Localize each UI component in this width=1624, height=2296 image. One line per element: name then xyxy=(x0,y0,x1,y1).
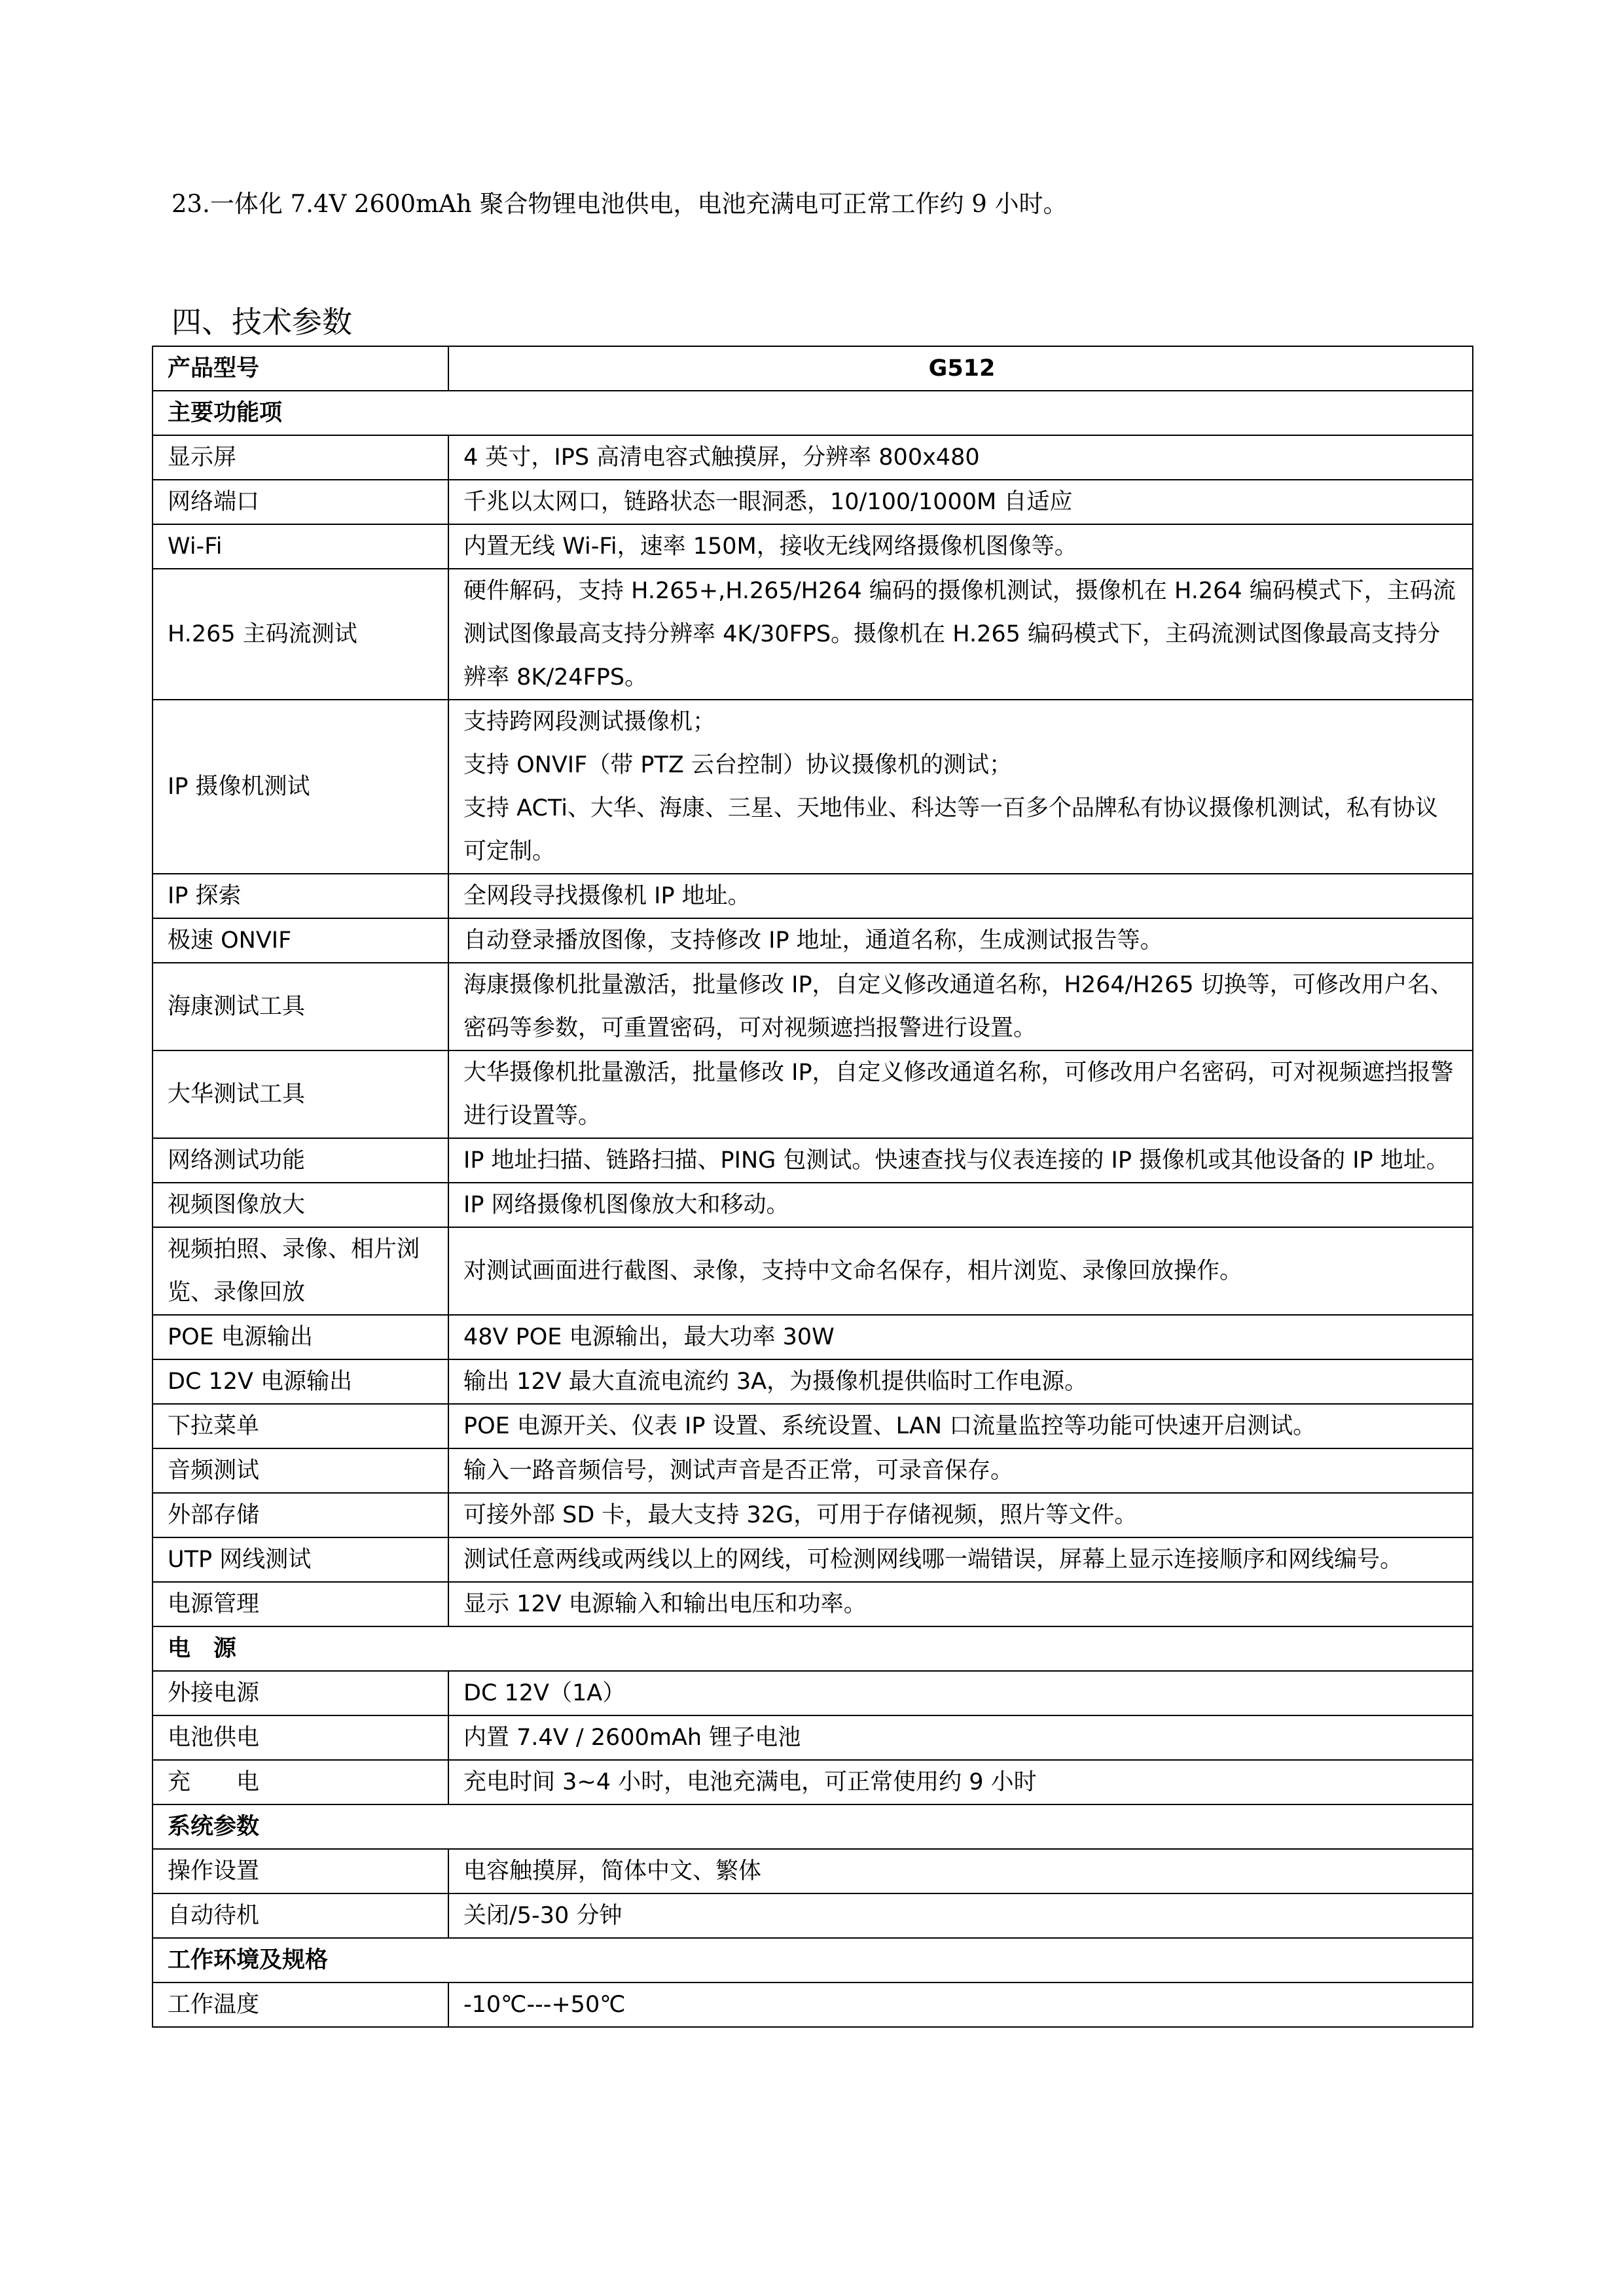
param-label: Wi-Fi xyxy=(153,524,448,569)
param-value: 内置无线 Wi-Fi，速率 150M，接收无线网络摄像机图像等。 xyxy=(448,524,1473,569)
section-heading: 工作环境及规格 xyxy=(153,1938,1473,1982)
table-row xyxy=(153,918,1473,963)
param-value: 可接外部 SD 卡，最大支持 32G，可用于存储视频，照片等文件。 xyxy=(448,1493,1473,1537)
param-label: POE 电源输出 xyxy=(153,1315,448,1359)
param-value: 测试任意两线或两线以上的网线，可检测网线哪一端错误，屏幕上显示连接顺序和网线编号。 xyxy=(448,1537,1473,1582)
param-label: 电池供电 xyxy=(153,1715,448,1760)
table-header-row xyxy=(153,346,1473,391)
header-model-value: G512 xyxy=(448,346,1473,391)
table-row xyxy=(153,1760,1473,1804)
section-title: 四、技术参数 xyxy=(171,304,352,340)
param-value: 大华摄像机批量激活，批量修改 IP，自定义修改通道名称，可修改用户名密码，可对视频遮挡报警进行设置等。 xyxy=(448,1050,1473,1138)
param-label: 网络测试功能 xyxy=(153,1138,448,1183)
param-value: POE 电源开关、仪表 IP 设置、系统设置、LAN 口流量监控等功能可快速开启测试。 xyxy=(448,1404,1473,1448)
table-row xyxy=(153,1183,1473,1227)
table-row xyxy=(153,1493,1473,1537)
param-label: 音频测试 xyxy=(153,1448,448,1493)
section-row xyxy=(153,391,1473,435)
table-row xyxy=(153,874,1473,918)
param-value xyxy=(448,700,1473,874)
param-label: 电源管理 xyxy=(153,1582,448,1626)
param-label: 海康测试工具 xyxy=(153,963,448,1050)
param-label: 自动待机 xyxy=(153,1893,448,1938)
param-value-line: 支持跨网段测试摄像机； xyxy=(463,709,716,735)
param-value: 千兆以太网口，链路状态一眼洞悉，10/100/1000M 自适应 xyxy=(448,480,1473,524)
spec-table xyxy=(152,346,1473,2028)
table-row xyxy=(153,435,1473,480)
param-value: 内置 7.4V / 2600mAh 锂子电池 xyxy=(448,1715,1473,1760)
param-value: 48V POE 电源输出，最大功率 30W xyxy=(448,1315,1473,1359)
param-label: 工作温度 xyxy=(153,1982,448,2027)
param-value: 全网段寻找摄像机 IP 地址。 xyxy=(448,874,1473,918)
param-value: IP 地址扫描、链路扫描、PING 包测试。快速查找与仪表连接的 IP 摄像机或其他设备的 IP 地址。 xyxy=(448,1138,1473,1183)
param-label: 网络端口 xyxy=(153,480,448,524)
param-value: 充电时间 3~4 小时，电池充满电，可正常使用约 9 小时 xyxy=(448,1760,1473,1804)
param-value: -10℃---+50℃ xyxy=(448,1982,1473,2027)
param-label: 显示屏 xyxy=(153,435,448,480)
table-row xyxy=(153,1982,1473,2027)
param-value: 海康摄像机批量激活，批量修改 IP，自定义修改通道名称，H264/H265 切换等，可修改用户名、密码等参数，可重置密码，可对视频遮挡报警进行设置。 xyxy=(448,963,1473,1050)
param-label: H.265 主码流测试 xyxy=(153,569,448,700)
param-label: UTP 网线测试 xyxy=(153,1537,448,1582)
table-row xyxy=(153,963,1473,1050)
param-value: 显示 12V 电源输入和输出电压和功率。 xyxy=(448,1582,1473,1626)
table-row xyxy=(153,1227,1473,1315)
intro-paragraph: 23.一体化 7.4V 2600mAh 聚合物锂电池供电，电池充满电可正常工作约 9 小时。 xyxy=(171,190,1068,218)
param-value-line: 支持 ACTi、大华、海康、三星、天地伟业、科达等一百多个品牌私有协议摄像机测试，私有协议可定制。 xyxy=(463,795,1438,865)
table-row xyxy=(153,1671,1473,1715)
param-label: 外接电源 xyxy=(153,1671,448,1715)
table-row xyxy=(153,569,1473,700)
table-row xyxy=(153,1050,1473,1138)
param-label: 外部存储 xyxy=(153,1493,448,1537)
section-heading: 电 源 xyxy=(153,1626,1473,1671)
param-value-line: 支持 ONVIF（带 PTZ 云台控制）协议摄像机的测试； xyxy=(463,752,1012,778)
table-row xyxy=(153,1893,1473,1938)
param-value: DC 12V（1A） xyxy=(448,1671,1473,1715)
param-label: IP 摄像机测试 xyxy=(153,700,448,874)
param-value: 4 英寸，IPS 高清电容式触摸屏，分辨率 800x480 xyxy=(448,435,1473,480)
param-value: 输出 12V 最大直流电流约 3A，为摄像机提供临时工作电源。 xyxy=(448,1359,1473,1404)
table-row xyxy=(153,1537,1473,1582)
table-row xyxy=(153,524,1473,569)
param-label: IP 探索 xyxy=(153,874,448,918)
table-row xyxy=(153,1138,1473,1183)
param-label: 操作设置 xyxy=(153,1849,448,1893)
section-heading: 系统参数 xyxy=(153,1804,1473,1849)
table-row xyxy=(153,1404,1473,1448)
table-row xyxy=(153,1359,1473,1404)
param-label: 极速 ONVIF xyxy=(153,918,448,963)
table-row xyxy=(153,1448,1473,1493)
param-label: 下拉菜单 xyxy=(153,1404,448,1448)
table-row xyxy=(153,700,1473,874)
param-label: 充 电 xyxy=(153,1760,448,1804)
param-label: 大华测试工具 xyxy=(153,1050,448,1138)
section-row xyxy=(153,1626,1473,1671)
section-row xyxy=(153,1804,1473,1849)
table-row xyxy=(153,480,1473,524)
param-label: 视频图像放大 xyxy=(153,1183,448,1227)
param-value: 输入一路音频信号，测试声音是否正常，可录音保存。 xyxy=(448,1448,1473,1493)
section-row xyxy=(153,1938,1473,1982)
param-label: DC 12V 电源输出 xyxy=(153,1359,448,1404)
param-label: 视频拍照、录像、相片浏览、录像回放 xyxy=(153,1227,448,1315)
table-row xyxy=(153,1315,1473,1359)
param-value: 硬件解码，支持 H.265+,H.265/H264 编码的摄像机测试，摄像机在 H.264 编码模式下，主码流测试图像最高支持分辨率 4K/30FPS。摄像机在 H.265 编码模式下，主码流测试图像最高支持分辨率 8K/24FPS。 xyxy=(448,569,1473,700)
header-label: 产品型号 xyxy=(153,346,448,391)
param-value: IP 网络摄像机图像放大和移动。 xyxy=(448,1183,1473,1227)
param-value: 对测试画面进行截图、录像，支持中文命名保存，相片浏览、录像回放操作。 xyxy=(448,1227,1473,1315)
table-row xyxy=(153,1715,1473,1760)
param-value: 关闭/5-30 分钟 xyxy=(448,1893,1473,1938)
table-row xyxy=(153,1582,1473,1626)
param-value: 自动登录播放图像，支持修改 IP 地址，通道名称，生成测试报告等。 xyxy=(448,918,1473,963)
table-row xyxy=(153,1849,1473,1893)
section-heading: 主要功能项 xyxy=(153,391,1473,435)
param-value: 电容触摸屏，简体中文、繁体 xyxy=(448,1849,1473,1893)
